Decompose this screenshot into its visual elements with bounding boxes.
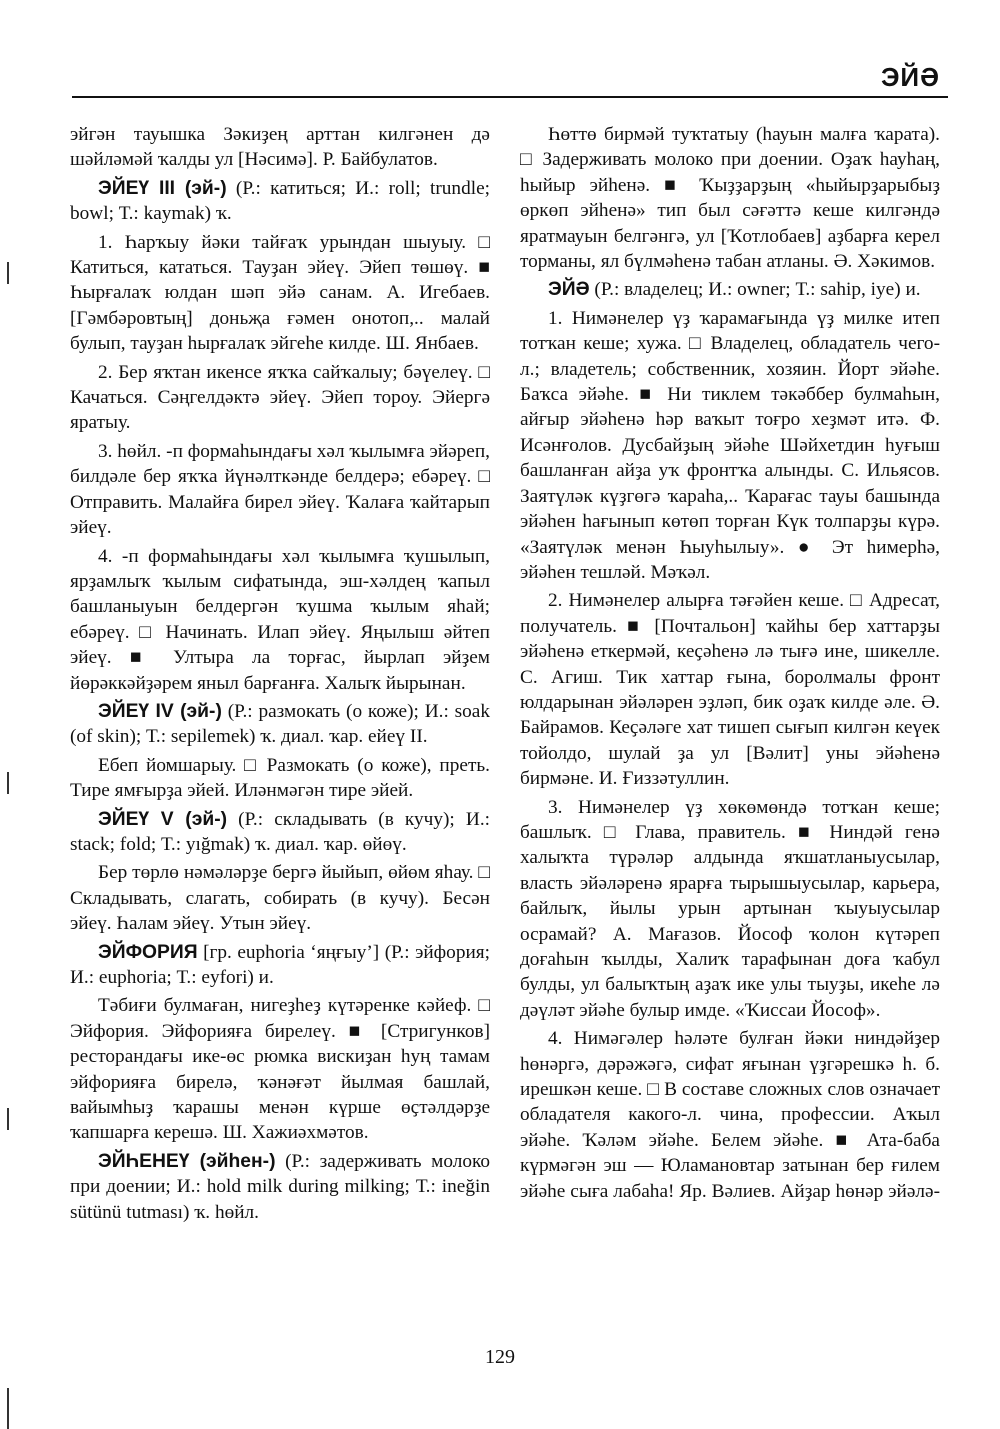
entry-sense: 4. -п формаһындағы хәл ҡылымға ҡушылып, ярҙамлыҡ ҡылым сифатында, эш-хәлдең ҡапыл башланыуын белдергән ҡушма ҡылым яһай; ебәреү. □ Начинать. Илап эйеү. Яңылыш әйтеп эйеү. ■ Ултыра ла торғас, йырлап эйҙем йөрәккәйҙәрем яныл барғанға. Халыҡ йырынан.	[70, 545, 490, 694]
entry-sense: Тәбиғи булмаған, нигеҙһеҙ күтәренке кәйеф. □ Эйфория. Эйфорияға бирелеү. ■ [Стригунков] ресторандағы ике-өс рюмка вискиҙан һуң тамам эйфорияға бирелә, ҡәнәғәт йылмая башлай, вайымһыҙ ҡарашы менән күрше өҫтәлдәрҙе ҡапшарға керешә. Ш. Хажиәхмәтов.	[70, 995, 490, 1144]
page-number: 129	[485, 1346, 515, 1368]
entry-etymology: (Р.: катиться; И.: roll; trundle; bowl; Т.: kaymak) ҡ.	[70, 177, 490, 225]
entry-continuation: эйгән тауышка Зәкиҙең арттан килгәнен дә шәйләмәй ҡалды ул [Нәсимә]. Р. Байбулатов.	[70, 124, 490, 171]
running-headword: ЭЙӘ	[880, 62, 940, 92]
dictionary-entry	[70, 940, 490, 991]
scan-margin-mark	[7, 262, 9, 284]
entry-sense: 1. Һарҡыу йәки тайғаҡ урындан шыуыу. □ Катиться, кататься. Тауҙан эйеү. Эйеп төшөү. ■ Һырғалаҡ юлдан шәп эйә санам. А. Игебаев. [Гәмбәровтың] доньҗа ғәмен онотоп,.. малай булып, тауҙан һырғалаҡ эйгеһе килде. Ш. Янбаев.	[70, 231, 490, 355]
running-head	[72, 58, 948, 98]
entry-sense: 3. һөйл. -п формаһындағы хәл ҡылымға эйәреп, билдәле бер яҡҡа йүнәлткәнде белдерә; ебәреү. □ Отправить. Малайға бирел эйеү. Ҡалаға ҡайтарып эйеү.	[70, 440, 490, 539]
entry-headword: ЭЙӘ	[548, 279, 590, 301]
dictionary-entry	[70, 1149, 490, 1225]
dictionary-entry	[70, 807, 490, 858]
entry-etymology: (Р.: задерживать молоко при доении; И.: hold milk during milking; Т.: ineğin sütünü tutması) ҡ. һөйл.	[70, 1150, 491, 1223]
entry-sense: Һөттө бирмәй туҡтатыу (һауын малға ҡарата). □ Задерживать молоко при доении. Оҙаҡ һауһаң, һыйыр эйһенә. ■ Ҡыҙҙарҙың «һыйырҙарыбыҙ өркөп эйһенә» тип был сәғәттә кеше килгәндә яратмауын белгәнгә, ул [Ҡотлобаев] аҙбарға керел торманы, ял бүлмәһенә табан атланы. Ә. Хәкимов.	[520, 124, 940, 273]
entry-sense: 1. Нимәнелер үҙ ҡарамағында үҙ милке итеп тотҡан кеше; хужа. □ Владелец, обладатель чего-л.; владетель; собственник, хозяин. Йорт эйәһе. Баҡса эйәһе. ■ Ни тиклем тәкәббер булмаһын, айғыр эйәһенә һәр ваҡыт тоғро хеҙмәт итә. Ф. Исәнғолов. Дусбайҙың эйәһе Шәйхетдин һуғыш башланған айҙа уҡ фронтҡа алынды. С. Ильясов. Заятүләк күҙгөгә ҡараһа,.. Ҡарағас тауы башында эйәһен һағынып көтөп торған Күк толпарҙы күрә. «Заятүләк менән Һыуһылыу». ● Эт һимерһә, эйәһен тешләй. Мәҡәл.	[520, 307, 940, 583]
dictionary-entry	[70, 699, 490, 750]
entry-etymology: (Р.: складывать (в кучу); И.: stack; fold; Т.: yığmak) ҡ. диал. ҡар. өйөү.	[70, 808, 490, 855]
scan-margin-mark	[7, 772, 9, 794]
scan-margin-mark	[7, 1388, 9, 1429]
entry-sense: Бер төрлө нәмәләрҙе бергә йыйып, өйөм яһау. □ Складывать, слагать, собирать (в кучу). Бесән эйеү. Һалам эйеү. Утын эйеү.	[70, 862, 490, 935]
entry-headword: ЭЙЕҮ V (эй-)	[98, 808, 228, 830]
entry-sense: 3. Нимәнелер үҙ хөкөмөндә тотҡан кеше; башлыҡ. □ Глава, правитель. ■ Ниндәй генә халыҡта түрәләр алдында яҡшатланыусылар, власть эйәләренә ярарға тырышыусылар, карьера, байлыҡ, йылы урын артынан ҡыуыусылар осрамай? А. Мағазов. Йософ ҡолон күтәреп доғаһын ҡылды, Халиҡ тарафынан доға ҡабул булды, ул балыҡтың аҙаҡ ике улы тыуҙы, икеһе лә дәүләт эйәһе булыр имде. «Ҡиссаи Йософ».	[520, 796, 940, 1021]
entry-sense: 2. Нимәнелер алырға тәғәйен кеше. □ Адресат, получатель. ■ [Почтальон] ҡайһы бер хаттарҙы эйәһенә еткермәй, кеҫәһенә лә тығә ине, шикелле. С. Агиш. Тик хаттар ғына, боролмалы фронт юлдарынан эйәләрен эҙләп, бик оҙаҡ килде әле. Ә. Байрамов. Кеҫәләге хат тишеп сығып килгән кеүек тойолдо, шулай ҙа ул [Вәлит] уны эйәһенә бирмәне. И. Ғиззәтуллин.	[520, 590, 940, 790]
scan-margin-mark	[7, 1108, 9, 1130]
entry-headword: ЭЙҺЕНЕҮ (эйһен-)	[98, 1150, 276, 1172]
entry-sense: 2. Бер яҡтан икенсе яҡҡа сайҡалыу; бәүелеү. □ Качаться. Сәңгелдәктә эйеү. Эйеп тороу. Эйергә яратыу.	[70, 361, 490, 434]
entry-sense: Ебеп йомшарыу. □ Размокать (о коже), преть. Тире ямғырҙа эйей. Иләнмәгән тире эйей.	[70, 754, 490, 802]
entry-etymology: (Р.: размокать (о коже); И.: soak (of skin); Т.: sepilemek) ҡ. диал. ҡар. ейеү II.	[70, 700, 490, 748]
dictionary-entry	[520, 277, 940, 302]
left-column	[70, 122, 490, 1228]
entry-headword: ЭЙФОРИЯ	[98, 941, 198, 963]
entry-sense: 4. Нимәгәлер һәләте булған йәки ниндәйҙер һөнәргә, дәрәжәгә, сифат яғынан үҙгәрешкә һ. б. ирешкән кеше. □ В составе сложных слов означает обладателя какого-л. чина, профессии. Аҡыл эйәһе. Ҡәләм эйәһе. Белем эйәһе. ■ Ата-баба күрмәгән эш — Юламановтар затынан бер ғилем эйәһе сыға лабаһа! Яр. Вәлиев. Айҙар һөнәр эйәлә-	[520, 1028, 940, 1202]
entry-headword: ЭЙЕҮ III (эй-)	[98, 177, 227, 199]
entry-headword: ЭЙЕҮ IV (эй-)	[98, 700, 222, 722]
right-column	[520, 122, 940, 1207]
dictionary-entry	[70, 176, 490, 227]
entry-etymology: (Р.: владелец; И.: owner; Т.: sahip, iye) и.	[589, 279, 921, 301]
entry-etymology: [гр. euphoria ‘яңғыу’] (Р.: эйфория; И.: euphoria; Т.: eyfori) и.	[70, 941, 490, 988]
